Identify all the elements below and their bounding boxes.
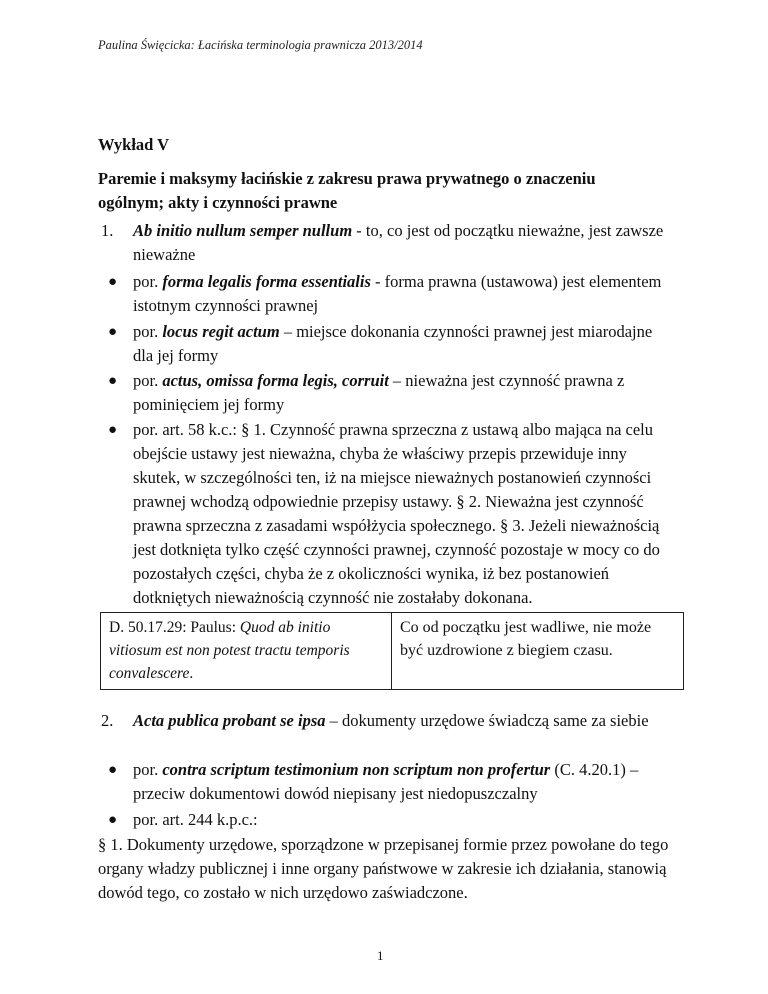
- quote-latin: Quod ab initio vitiosum est non potest tractu temporis convalescere: [109, 619, 350, 682]
- latin-maxim: actus, omissa forma legis, corruit: [162, 371, 389, 390]
- bullet-icon: ●: [108, 274, 118, 290]
- bullet-icon: ●: [108, 762, 118, 778]
- bullet-icon: ●: [108, 812, 118, 828]
- bullet-item-1: [108, 270, 673, 318]
- quote-translation: Co od początku jest wadliwe, nie może być uzdrowione z biegiem czasu.: [400, 619, 652, 659]
- latin-maxim: Acta publica probant se ipsa: [133, 711, 326, 730]
- maxim-translation: - to, co jest od początku nieważne, jest zawsze nieważne: [133, 221, 664, 264]
- bullet-item-6: [108, 808, 673, 832]
- latin-maxim: contra scriptum testimonium non scriptum non profertur: [162, 760, 551, 779]
- maxim-translation: – dokumenty urzędowe świadczą same za siebie: [325, 711, 649, 730]
- bullet-icon: ●: [108, 373, 118, 389]
- quote-dot: .: [189, 665, 194, 682]
- quote-reference: D. 50.17.29: Paulus:: [109, 619, 240, 636]
- quote-latin-cell: [101, 613, 392, 689]
- quote-table: [100, 612, 684, 690]
- statute-text: por. art. 58 k.c.: § 1. Czynność prawna sprzeczna z ustawą albo mająca na celu obejście ustawy jest nieważna, chyba że właściwy przepis przewiduje inny skutek, w szczególności ten, iż na miejsce nieważnych postanowień czynności prawnej wchodzą odpowiednie przepisy ustawy. § 2. Nieważna jest czynność prawna sprzeczna z zasadami współżycia społecznego. § 3. Jeżeli nieważnością jest dotknięta tylko część czynności prawnej, czynność pozostaje w mocy co do pozostałych części, chyba że z okoliczności wynika, iż bez postanowień dotkniętych nieważnością czynność nie zostałaby dokonana.: [133, 420, 660, 607]
- section-title: Paremie i maksymy łacińskie z zakresu prawa prywatnego o znaczeniu ogólnym; akty i czynności prawne: [98, 169, 596, 212]
- maxim-translation: – nieważna jest czynność prawna z pominięciem jej formy: [133, 371, 625, 414]
- bullet-icon: ●: [108, 324, 118, 340]
- maxim-translation: - forma prawna (ustawowa) jest elementem istotnym czynności prawnej: [133, 272, 662, 315]
- bullet-item-3: [108, 369, 673, 417]
- latin-maxim: forma legalis forma essentialis: [162, 272, 371, 291]
- bullet-prefix: por.: [133, 272, 163, 291]
- numbered-item-1: [101, 219, 673, 267]
- bullet-icon: ●: [108, 422, 118, 438]
- bullet-item-5: [108, 758, 673, 806]
- latin-maxim: locus regit actum: [162, 322, 280, 341]
- numbered-item-2: [101, 709, 673, 733]
- bullet-prefix: por.: [133, 371, 163, 390]
- item-number: 1.: [101, 221, 114, 240]
- page-number: 1: [377, 948, 384, 963]
- running-header: Paulina Święcicka: Łacińska terminologia prawnicza 2013/2014: [98, 38, 423, 52]
- statute-reference: por. art. 244 k.p.c.:: [133, 810, 258, 829]
- bullet-item-2: [108, 320, 673, 368]
- bullet-prefix: por.: [133, 322, 163, 341]
- lecture-title: Wykład V: [98, 135, 170, 154]
- bullet-prefix: por.: [133, 760, 163, 779]
- statute-paragraph: § 1. Dokumenty urzędowe, sporządzone w przepisanej formie przez powołane do tego organy władzy publicznej i inne organy państwowe w zakresie ich działania, stanowią dowód tego, co zostało w nich urzędowo zaświadczone.: [98, 835, 669, 902]
- bullet-item-4: [108, 418, 673, 610]
- maxim-translation: – miejsce dokonania czynności prawnej jest miarodajne dla jej formy: [133, 322, 653, 365]
- maxim-translation: (C. 4.20.1) – przeciw dokumentowi dowód niepisany jest niedopuszczalny: [133, 760, 639, 803]
- item-number: 2.: [101, 711, 114, 730]
- latin-maxim: Ab initio nullum semper nullum: [133, 221, 353, 240]
- quote-translation-cell: [392, 613, 683, 689]
